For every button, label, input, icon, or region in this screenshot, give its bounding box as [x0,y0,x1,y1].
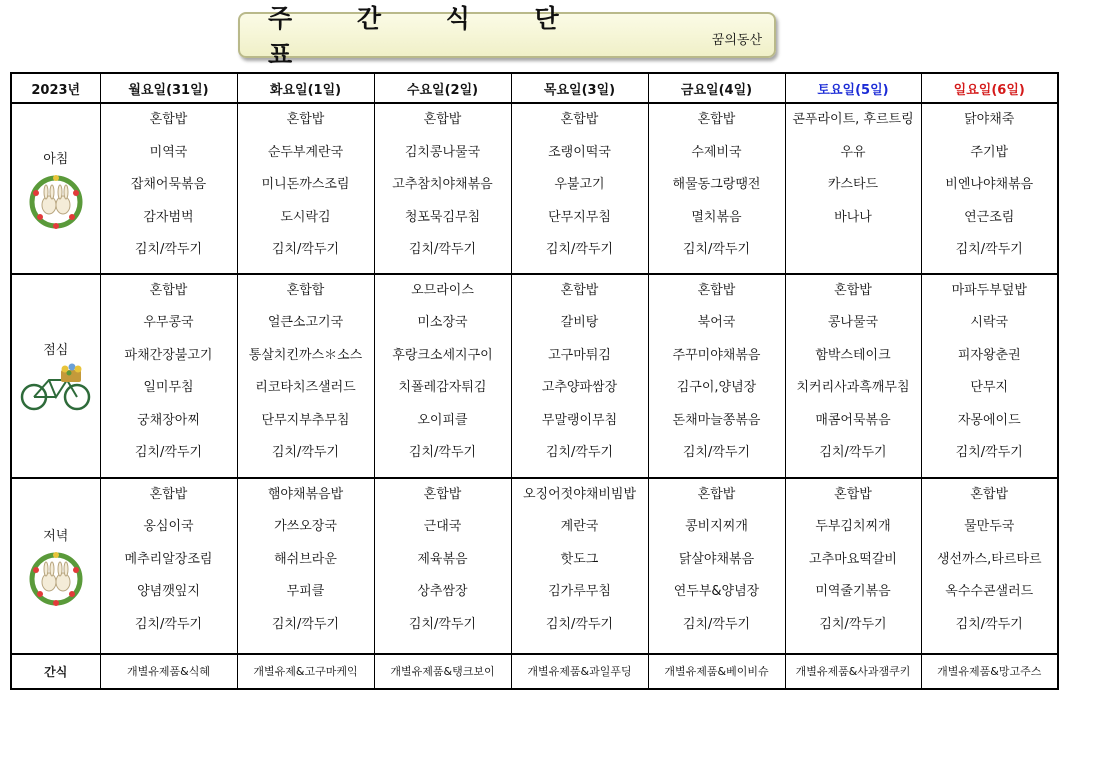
menu-item: 김치/깍두기 [408,616,477,632]
menu-item: 치커리사과흑깨무침 [796,380,910,395]
meal-label: 점심 [43,343,69,358]
menu-item: 궁채장아찌 [137,412,200,428]
menu-item: 두부김치찌개 [815,519,891,534]
day-header-tue: 화요일(1일) [237,73,374,103]
menu-cell-sat [785,478,921,654]
menu-item: 일미무침 [143,380,194,395]
menu-item: 양념깻잎지 [137,584,200,599]
menu-item: 혼합밥 [697,112,736,127]
menu-item: 김치콩나물국 [404,144,481,160]
menu-item: 김치/깍두기 [819,445,887,460]
menu-item: 주기밥 [970,144,1009,160]
menu-cell-thu [511,274,648,478]
menu-cell-wed [374,103,511,274]
menu-item: 리코타치즈샐러드 [255,380,356,395]
title-box [238,4,776,69]
menu-cell-tue [237,274,374,478]
meal-row-lunch [11,274,1058,478]
snack-cell-wed: 개별유제품&탱크보이 [374,654,511,689]
menu-item: 순두부계란국 [267,144,344,160]
menu-item: 김치/깍두기 [955,445,1023,460]
menu-cell-sat [785,274,921,478]
menu-item: 연두부&양념장 [673,584,760,599]
menu-item: 바나나 [834,209,872,225]
menu-item: 김치/깍두기 [271,445,340,460]
menu-cell-fri [648,103,785,274]
menu-item: 김치/깍두기 [271,242,340,257]
menu-item: 김치/깍두기 [134,616,203,632]
menu-item: 미니돈까스조림 [261,177,350,192]
day-header-wed: 수요일(2일) [374,73,511,103]
snack-cell-thu: 개별유제품&과일푸딩 [511,654,648,689]
menu-item: 가쓰오장국 [274,519,337,534]
menu-cell-mon [100,274,237,478]
menu-item: 단무지 [970,380,1009,395]
menu-item: 혼합밥 [834,282,872,298]
menu-item: 닭야채죽 [964,112,1015,127]
menu-cell-tue [237,103,374,274]
snack-cell-sat: 개별유제품&사과잼쿠키 [785,654,921,689]
menu-item: 매콤어묵볶음 [815,412,891,428]
menu-item: 혼합밥 [697,486,736,502]
snack-cell-tue: 개별유제&고구마케익 [237,654,374,689]
menu-item: 고추양파쌈장 [541,380,618,395]
day-header-sat: 토요일(5일) [785,73,921,103]
page-subtitle: 꿈의동산 [711,33,762,48]
menu-item: 우불고기 [554,177,605,192]
menu-item: 옹심이국 [143,519,194,534]
menu-item: 비엔나야채볶음 [945,177,1034,192]
menu-item: 혼합밥 [423,486,462,502]
menu-item: 단무지무침 [548,209,611,225]
menu-item: 콩나물국 [827,315,879,330]
bicycle-flower-icon [19,362,93,412]
menu-item: 치폴레감자튀김 [398,380,487,395]
snack-cell-mon: 개별유제품&식혜 [100,654,237,689]
day-header-fri: 금요일(4일) [648,73,785,103]
menu-item: 물만두국 [964,519,1015,534]
menu-item: 후랑크소세지구이 [392,347,493,363]
menu-cell-tue [237,478,374,654]
menu-item: 함박스테이크 [815,347,891,363]
menu-item: 메추리알장조림 [124,551,213,567]
menu-item: 무말랭이무침 [541,412,618,428]
menu-item: 오므라이스 [411,282,474,298]
menu-item: 김치/깍두기 [682,242,751,257]
menu-item: 핫도그 [560,551,599,567]
menu-cell-sat [785,103,921,274]
menu-item: 김치/깍두기 [545,242,614,257]
menu-item: 고추참치야채볶음 [392,177,493,192]
menu-item: 혼합밥 [149,112,188,127]
menu-item: 계란국 [560,519,599,534]
bunny-wreath-icon [25,171,87,229]
meal-label-cell [11,274,100,478]
menu-item: 피자왕춘권 [957,347,1021,363]
day-header-thu: 목요일(3일) [511,73,648,103]
menu-cell-wed [374,274,511,478]
page-title: 주 간 식 단 표 [268,4,587,69]
day-header-sun: 일요일(6일) [921,73,1058,103]
menu-item: 김치/깍두기 [682,616,751,632]
meal-label: 아침 [43,151,69,167]
menu-item: 생선까스,타르타르 [936,551,1042,567]
menu-item: 잡채어묵볶음 [130,177,207,192]
menu-item: 고구마튀김 [548,347,611,363]
menu-item: 혼합밥 [423,112,462,127]
menu-item: 상추쌈장 [417,584,468,599]
menu-item: 김치/깍두기 [134,242,203,257]
menu-item: 김치/깍두기 [408,445,477,460]
menu-cell-sun [921,478,1058,654]
meal-row-snack [11,654,1058,689]
menu-item: 도시락김 [280,209,331,225]
menu-item [786,240,921,273]
menu-item: 김구이,양념장 [676,380,757,395]
menu-item: 김가루무침 [548,584,611,599]
menu-item: 감자범벅 [143,209,194,225]
meal-label-cell [11,103,100,274]
menu-item: 자몽에이드 [957,412,1021,428]
menu-item: 혼합밥 [286,112,325,127]
snack-label: 간식 [11,654,100,689]
year-header: 2023년 [11,73,100,103]
menu-cell-fri [648,274,785,478]
menu-item: 멸치볶음 [691,209,742,225]
menu-item: 얼큰소고기국 [267,315,344,330]
menu-item: 김치/깍두기 [955,616,1023,632]
menu-cell-mon [100,103,237,274]
snack-cell-fri: 개별유제품&베이비슈 [648,654,785,689]
menu-item: 연근조림 [964,209,1015,225]
snack-cell-sun: 개별유제품&망고주스 [921,654,1058,689]
menu-item: 김치/깍두기 [682,445,751,460]
menu-item: 김치/깍두기 [819,616,887,632]
menu-item: 오징어젓야채비빔밥 [522,486,637,502]
menu-item: 콩비지찌개 [685,519,748,534]
menu-item: 김치/깍두기 [271,616,340,632]
menu-item: 시락국 [970,315,1009,330]
menu-item: 혼합밥 [149,282,188,298]
meal-row-dinner [11,478,1058,654]
menu-item: 마파두부덮밥 [951,282,1027,298]
weekly-menu-table [10,72,1059,690]
menu-item: 옥수수콘샐러드 [945,584,1034,599]
menu-item: 해쉬브라운 [274,551,337,567]
menu-item: 혼합밥 [560,282,599,298]
menu-item: 미소장국 [417,315,468,330]
menu-item: 돈채마늘쫑볶음 [672,412,761,428]
menu-cell-sun [921,103,1058,274]
menu-item: 수제비국 [691,144,742,160]
menu-item: 단무지부추무침 [261,412,350,428]
menu-item: 오이피클 [417,412,468,428]
menu-cell-thu [511,103,648,274]
menu-item: 닭살야채볶음 [678,551,755,567]
meal-label: 저녁 [43,529,69,544]
menu-item: 혼합합 [286,282,325,298]
day-header-mon: 월요일(31일) [100,73,237,103]
header-row [11,73,1058,103]
menu-item: 혼합밥 [149,486,188,502]
menu-cell-thu [511,478,648,654]
menu-item: 혼합밥 [970,486,1009,502]
menu-item: 통살치킨까스＊소스 [248,347,363,363]
menu-item: 해물동그랑땡전 [672,177,761,192]
menu-item: 청포묵김무침 [404,209,481,225]
menu-item: 김치/깍두기 [545,445,614,460]
menu-item: 미역줄기볶음 [815,584,891,599]
menu-cell-fri [648,478,785,654]
menu-item: 고추마요떡갈비 [809,551,897,567]
menu-item: 제육볶음 [417,551,468,567]
menu-item: 북어국 [697,315,736,330]
menu-item: 콘푸라이트, 후르트링 [792,112,914,127]
menu-cell-wed [374,478,511,654]
menu-item: 혼합밥 [560,112,599,127]
menu-item: 김치/깍두기 [955,242,1023,257]
menu-item: 미역국 [149,144,188,160]
menu-item: 햄야채볶음밥 [267,486,344,502]
menu-item: 혼합밥 [697,282,736,298]
menu-item: 근대국 [423,519,462,534]
menu-item: 무피클 [286,584,325,599]
meal-label-cell [11,478,100,654]
menu-item: 혼합밥 [834,486,872,502]
menu-item: 조랭이떡국 [548,144,611,160]
menu-item: 카스타드 [827,177,879,192]
menu-item: 우무콩국 [143,315,194,330]
meal-row-breakfast [11,103,1058,274]
menu-item: 김치/깍두기 [134,445,203,460]
menu-item: 주꾸미야채볶음 [672,347,761,363]
menu-item: 김치/깍두기 [545,616,614,632]
menu-item: 파채간장불고기 [124,347,213,363]
menu-cell-mon [100,478,237,654]
menu-item: 우유 [840,144,866,160]
menu-item: 갈비탕 [560,315,599,330]
menu-item: 김치/깍두기 [408,242,477,257]
bunny-wreath-icon [25,548,87,606]
menu-cell-sun [921,274,1058,478]
